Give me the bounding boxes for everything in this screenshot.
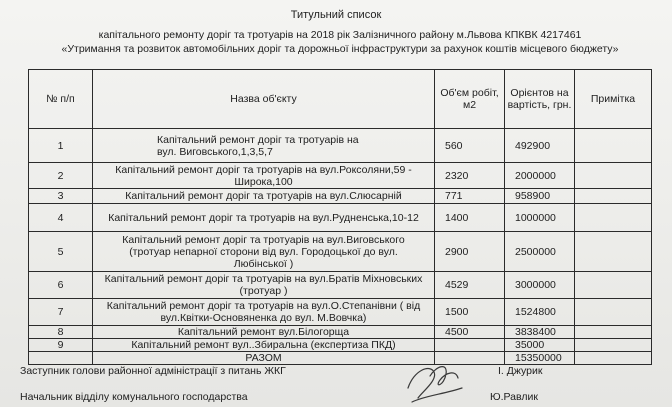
table-row	[29, 299, 652, 326]
row-num: 9	[29, 339, 93, 352]
row-cost: 2500000	[505, 232, 575, 272]
header-volume: Об'єм робіт, м2	[435, 70, 505, 129]
row-name: Капітальний ремонт доріг та тротуарів на вул.Виговського (тротуар непарної сторони від вул. Городоцької до вул. Любінської )	[93, 232, 435, 272]
row-name: Капітальний ремонт доріг та тротуарів на вул.О.Степанівни ( від вул.Квітки-Основяненка до вул. М.Вовчка)	[93, 299, 435, 326]
signatory-2-name: Ю.Равлик	[490, 391, 538, 403]
table-row	[29, 129, 652, 163]
row-name: Капітальний ремонт доріг та тротуарів на вул. Виговського,1,3,5,7	[93, 129, 435, 163]
document-title: Титульний список	[290, 9, 382, 21]
handwritten-signature	[400, 358, 470, 404]
table-row	[29, 204, 652, 232]
row-num: 6	[29, 272, 93, 299]
row-note	[575, 129, 652, 163]
row-name: Капітальний ремонт доріг та тротуарів на вул.Слюсарній	[93, 189, 435, 204]
row-volume: 560	[435, 129, 505, 163]
header-note: Примітка	[575, 70, 652, 129]
row-num: 2	[29, 163, 93, 189]
row-note	[575, 299, 652, 326]
row-cost: 2000000	[505, 163, 575, 189]
row-cost: 1524800	[505, 299, 575, 326]
total-empty-cell	[29, 352, 93, 365]
row-note	[575, 339, 652, 352]
row-volume	[435, 339, 505, 352]
row-note	[575, 163, 652, 189]
table-row	[29, 189, 652, 204]
table-row	[29, 232, 652, 272]
row-volume: 2900	[435, 232, 505, 272]
total-label: РАЗОМ	[93, 352, 435, 365]
subtitle-line-1: капітального ремонту доріг та тротуарів на 2018 рік Залізничного району м.Львова КПКВК 4217461	[98, 29, 582, 41]
signatory-1-name: І. Джурик	[498, 365, 543, 377]
row-volume: 1400	[435, 204, 505, 232]
row-name: Капітальний ремонт вул..Збиральна (експертиза ПКД)	[93, 339, 435, 352]
row-cost: 1000000	[505, 204, 575, 232]
signatory-2-title: Начальник відділу комунального господарства	[20, 391, 248, 403]
row-num: 3	[29, 189, 93, 204]
row-volume: 4500	[435, 326, 505, 339]
works-table	[28, 69, 652, 365]
row-name: Капітальний ремонт доріг та тротуарів на вул.Рудненська,10-12	[93, 204, 435, 232]
row-volume: 4529	[435, 272, 505, 299]
header-cost: Орієнтов на вартість, грн.	[505, 70, 575, 129]
row-volume: 2320	[435, 163, 505, 189]
table-header-row	[29, 70, 652, 129]
row-volume: 771	[435, 189, 505, 204]
document-subtitle	[40, 28, 640, 56]
row-note	[575, 272, 652, 299]
row-name: Капітальний ремонт доріг та тротуарів на вул.Братів Міхновських (тротуар )	[93, 272, 435, 299]
row-cost: 958900	[505, 189, 575, 204]
row-note	[575, 204, 652, 232]
signatory-1-title: Заступник голови районної адміністрації з питань ЖКГ	[20, 365, 286, 377]
subtitle-line-2: «Утримання та розвиток автомобільних доріг та дорожньої інфраструктури за рахунок коштів місцевого бюджету»	[61, 43, 619, 55]
row-num: 5	[29, 232, 93, 272]
row-name: Капітальний ремонт доріг та тротуарів на вул.Роксоляни,59 - Широка,100	[93, 163, 435, 189]
table-row	[29, 272, 652, 299]
row-cost: 492900	[505, 129, 575, 163]
header-name: Назва об'єкту	[93, 70, 435, 129]
row-cost: 3000000	[505, 272, 575, 299]
row-num: 4	[29, 204, 93, 232]
row-name: Капітальний ремонт вул.Білогорща	[93, 326, 435, 339]
header-num: № п/п	[29, 70, 93, 129]
total-cost: 15350000	[505, 352, 575, 365]
row-volume: 1500	[435, 299, 505, 326]
row-cost: 35000	[505, 339, 575, 352]
total-note-cell	[575, 352, 652, 365]
table-row	[29, 339, 652, 352]
table-row	[29, 326, 652, 339]
table-total-row	[29, 352, 652, 365]
row-note	[575, 232, 652, 272]
row-note	[575, 326, 652, 339]
row-num: 7	[29, 299, 93, 326]
table-row	[29, 163, 652, 189]
row-note	[575, 189, 652, 204]
row-cost: 3838400	[505, 326, 575, 339]
row-num: 1	[29, 129, 93, 163]
row-num: 8	[29, 326, 93, 339]
